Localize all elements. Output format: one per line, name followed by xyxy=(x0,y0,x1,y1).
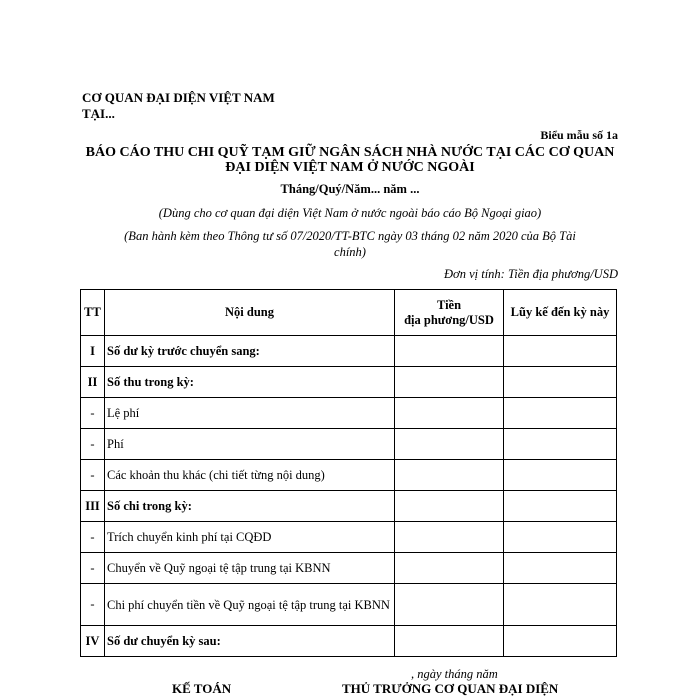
table-row xyxy=(81,429,617,460)
table-row xyxy=(81,553,617,584)
table-row xyxy=(81,398,617,429)
header-amount-line2: địa phương/USD xyxy=(404,312,494,327)
row-cumulative xyxy=(504,522,617,553)
row-amount xyxy=(395,460,504,491)
form-number: Biểu mẫu số 1a xyxy=(540,128,618,142)
row-cumulative xyxy=(504,584,617,626)
table-row xyxy=(81,336,617,367)
row-tt: - xyxy=(81,522,105,553)
table-row xyxy=(81,491,617,522)
row-content: Chi phí chuyển tiền về Quỹ ngoại tệ tập trung tại KBNN xyxy=(105,584,395,626)
row-tt: - xyxy=(81,553,105,584)
row-cumulative xyxy=(504,398,617,429)
issuance-note-line1: (Ban hành kèm theo Thông tư số 07/2020/TT-BTC ngày 03 tháng 02 năm 2020 của Bộ Tài xyxy=(124,229,576,243)
header-amount-line1: Tiền xyxy=(436,297,462,312)
table-header-row xyxy=(81,290,617,336)
unit-of-measure: Đơn vị tính: Tiền địa phương/USD xyxy=(444,267,618,281)
row-tt: II xyxy=(81,367,105,398)
table-row xyxy=(81,626,617,657)
row-content: Chuyển về Quỹ ngoại tệ tập trung tại KBNN xyxy=(105,553,395,584)
row-cumulative xyxy=(504,367,617,398)
report-title-line2: ĐẠI DIỆN VIỆT NAM Ở NƯỚC NGOÀI xyxy=(225,160,475,175)
row-content: Số dư chuyển kỳ sau: xyxy=(105,626,395,657)
table-row xyxy=(81,367,617,398)
row-cumulative xyxy=(504,491,617,522)
report-title-line1: BÁO CÁO THU CHI QUỸ TẠM GIỮ NGÂN SÁCH NHÀ NƯỚC TẠI CÁC CƠ QUAN xyxy=(85,145,615,160)
row-content: Lệ phí xyxy=(105,398,395,429)
row-tt: I xyxy=(81,336,105,367)
header-cumulative: Lũy kế đến kỳ này xyxy=(504,290,617,336)
row-content: Phí xyxy=(105,429,395,460)
row-amount xyxy=(395,553,504,584)
agency-name-line2: TẠI... xyxy=(82,106,115,121)
row-cumulative xyxy=(504,336,617,367)
row-content: Các khoản thu khác (chi tiết từng nội dung) xyxy=(105,460,395,491)
row-amount xyxy=(395,429,504,460)
row-cumulative xyxy=(504,553,617,584)
usage-note: (Dùng cho cơ quan đại diện Việt Nam ở nước ngoài báo cáo Bộ Ngoại giao) xyxy=(158,206,542,220)
row-content: Số dư kỳ trước chuyển sang: xyxy=(105,336,395,367)
header-amount xyxy=(395,290,504,336)
row-content: Số thu trong kỳ: xyxy=(105,367,395,398)
table-row xyxy=(81,522,617,553)
row-tt: III xyxy=(81,491,105,522)
signature-accountant: KẾ TOÁN xyxy=(172,681,232,696)
report-table xyxy=(80,289,617,657)
row-tt: - xyxy=(81,584,105,626)
row-amount xyxy=(395,522,504,553)
table-row xyxy=(81,460,617,491)
row-content: Trích chuyển kinh phí tại CQĐD xyxy=(105,522,395,553)
signature-head-of-mission: THỦ TRƯỞNG CƠ QUAN ĐẠI DIỆN xyxy=(342,681,559,696)
row-amount xyxy=(395,336,504,367)
row-amount xyxy=(395,367,504,398)
row-content: Số chi trong kỳ: xyxy=(105,491,395,522)
row-cumulative xyxy=(504,429,617,460)
table-row xyxy=(81,584,617,626)
row-tt: - xyxy=(81,429,105,460)
row-tt: - xyxy=(81,398,105,429)
header-tt: TT xyxy=(81,290,105,336)
header-content: Nội dung xyxy=(105,290,395,336)
report-period: Tháng/Quý/Năm... năm ... xyxy=(280,182,420,196)
row-amount xyxy=(395,491,504,522)
row-amount xyxy=(395,584,504,626)
row-cumulative xyxy=(504,626,617,657)
signing-date: , ngày tháng năm xyxy=(411,667,498,681)
agency-name-line1: CƠ QUAN ĐẠI DIỆN VIỆT NAM xyxy=(82,90,275,105)
row-tt: - xyxy=(81,460,105,491)
row-cumulative xyxy=(504,460,617,491)
row-amount xyxy=(395,398,504,429)
row-amount xyxy=(395,626,504,657)
row-tt: IV xyxy=(81,626,105,657)
issuance-note-line2: chính) xyxy=(334,245,366,259)
